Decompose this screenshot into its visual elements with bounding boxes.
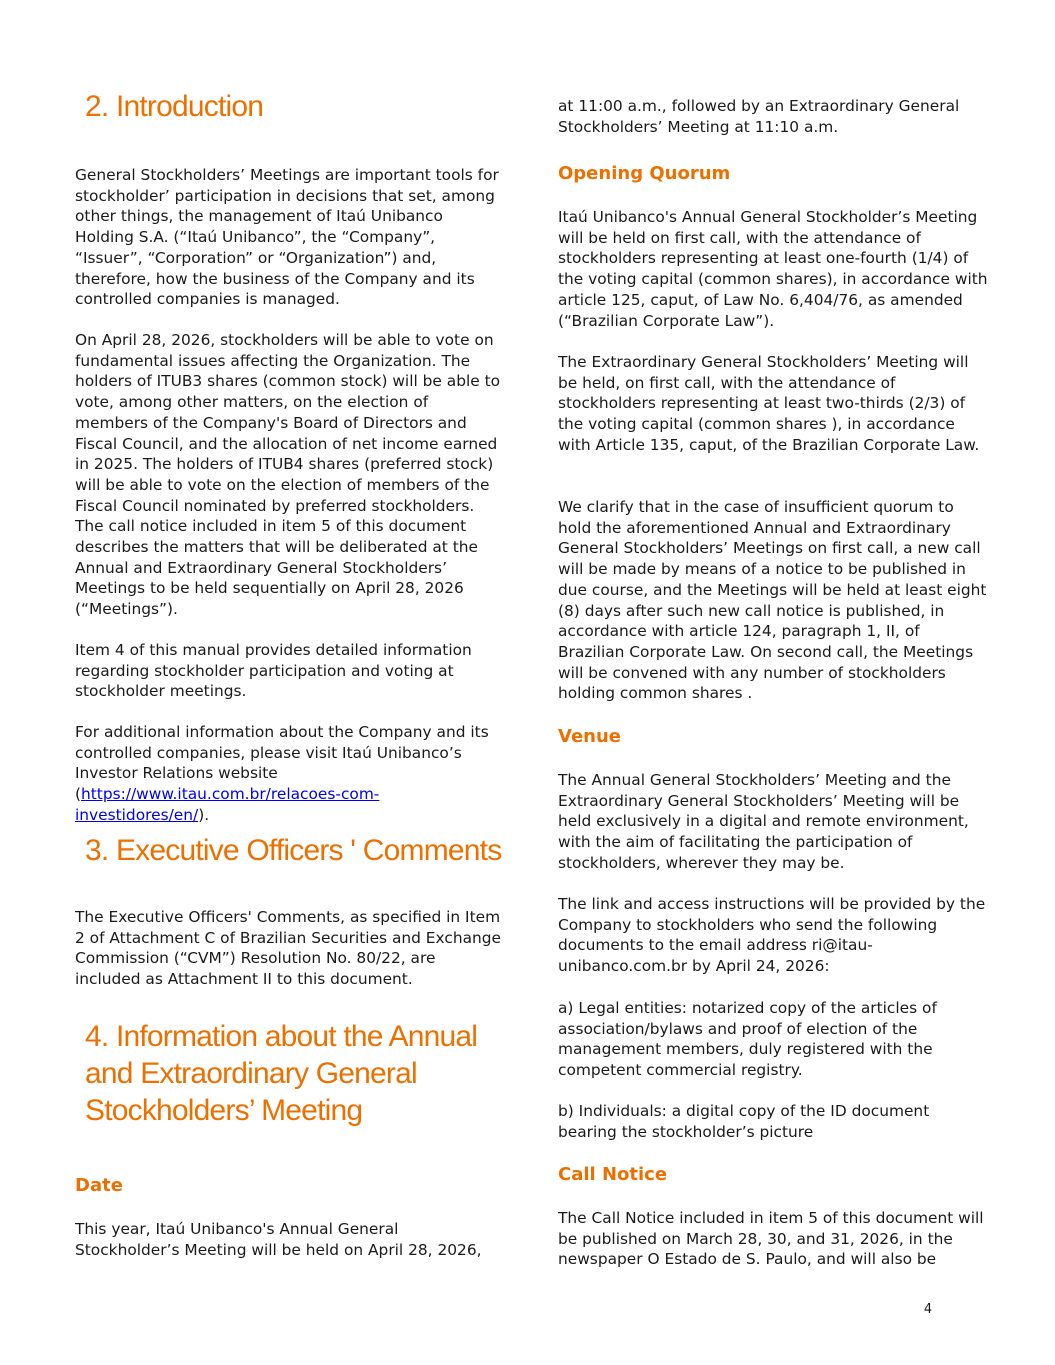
introduction-paragraph-1: General Stockholders’ Meetings are important tools for stockholder’ participation in decisions that set, among other things, the management of Itaú Unibanco Holding S.A. (“Itaú Unibanco”, the “Company”, “Issuer”, “Corporation” or “Organization”) and, therefore, how the business of the Company and its controlled companies is managed.	[75, 166, 499, 309]
date-paragraph: This year, Itaú Unibanco's Annual General Stockholder’s Meeting will be held on April 28, 2026,	[75, 1220, 482, 1259]
venue-paragraph-4: b) Individuals: a digital copy of the ID document bearing the stockholder’s picture	[558, 1102, 930, 1141]
introduction-paragraph-4	[75, 722, 505, 826]
introduction-heading: 2. Introduction	[85, 90, 264, 123]
meeting-information-heading: 4. Information about the Annual and Extraordinary General Stockholders’ Meeting	[85, 1020, 478, 1127]
venue-heading: Venue	[558, 726, 621, 747]
call-notice-heading: Call Notice	[558, 1164, 668, 1185]
investor-relations-link[interactable]: https://www.itau.com.br/relacoes-com-investidores/en/	[75, 785, 380, 824]
venue-paragraph-1: The Annual General Stockholders’ Meeting and the Extraordinary General Stockholders’ Meeting will be held exclusively in a digital and remote environment, with the aim of facilitating the participation of stockholders, wherever they may be.	[558, 771, 969, 872]
introduction-paragraph-2: On April 28, 2026, stockholders will be able to vote on fundamental issues affecting the Organization. The holders of ITUB3 shares (common stock) will be able to vote, among other matters, on the election of members of the Company's Board of Directors and Fiscal Council, and the allocation of net income earned in 2025. The holders of ITUB4 shares (preferred stock) will be able to vote on the election of members of the Fiscal Council nominated by preferred stockholders. The call notice included in item 5 of this document describes the matters that will be deliberated at the Annual and Extraordinary General Stockholders’ Meetings to be held sequentially on April 28, 2026 (“Meetings”).	[75, 331, 501, 619]
page-number: 4	[923, 1302, 933, 1317]
opening-quorum-heading: Opening Quorum	[558, 163, 731, 184]
quorum-paragraph-3: We clarify that in the case of insufficient quorum to hold the aforementioned Annual and Extraordinary General Stockholders’ Meetings on first call, a new call will be made by means of a notice to be published in due course, and the Meetings will be held at least eight (8) days after such new call notice is published, in accordance with article 124, paragraph 1, II, of Brazilian Corporate Law. On second call, the Meetings will be convened with any number of stockholders holding common shares .	[558, 498, 987, 703]
quorum-paragraph-2: The Extraordinary General Stockholders’ Meeting will be held, on first call, with the attendance of stockholders representing at least two-thirds (2/3) of the voting capital (common shares ), in accordance with Article 135, caput, of the Brazilian Corporate Law.	[558, 353, 980, 454]
introduction-paragraph-3: Item 4 of this manual provides detailed information regarding stockholder participation and voting at stockholder meetings.	[75, 641, 472, 701]
call-notice-paragraph: The Call Notice included in item 5 of this document will be published on March 28, 30, and 31, 2026, in the newspaper O Estado de S. Paulo, and will also be	[558, 1209, 984, 1269]
quorum-paragraph-1: Itaú Unibanco's Annual General Stockholder’s Meeting will be held on first call, with the attendance of stockholders representing at least one-fourth (1/4) of the voting capital (common shares), in accordance with article 125, caput, of Law No. 6,404/76, as amended (“Brazilian Corporate Law”).	[558, 208, 988, 330]
date-paragraph-continued: at 11:00 a.m., followed by an Extraordinary General Stockholders’ Meeting at 11:10 a.m.	[558, 97, 960, 136]
ir-text-before: For additional information about the Company and its controlled companies, please visit Itaú Unibanco’s Investor Relations website (	[75, 723, 489, 804]
executive-comments-paragraph: The Executive Officers' Comments, as specified in Item 2 of Attachment C of Brazilian Securities and Exchange Commission (“CVM”) Resolution No. 80/22, are included as Attachment II to this document.	[75, 908, 501, 989]
ir-text-after: ).	[198, 805, 210, 824]
venue-paragraph-2: The link and access instructions will be provided by the Company to stockholders who send the following documents to the email address ri@itau-unibanco.com.br by April 24, 2026:	[558, 895, 986, 976]
date-heading: Date	[75, 1175, 123, 1196]
executive-comments-heading: 3. Executive Officers ' Comments	[85, 834, 502, 867]
venue-paragraph-3: a) Legal entities: notarized copy of the articles of association/bylaws and proof of election of the management members, duly registered with the competent commercial registry.	[558, 999, 937, 1080]
